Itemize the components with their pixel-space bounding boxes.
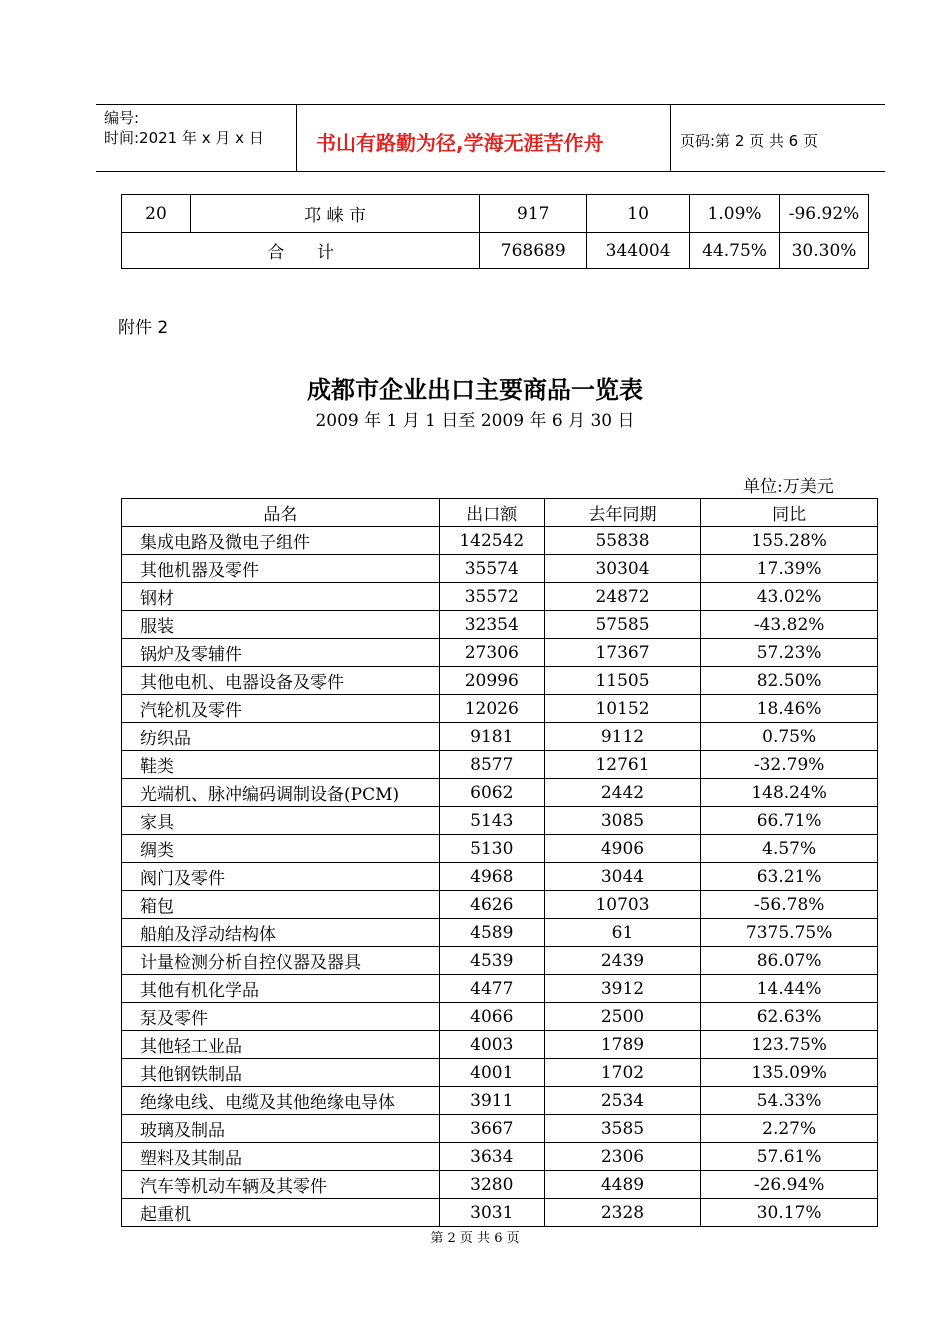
table-row <box>122 583 878 611</box>
value-cell: 57.23% <box>701 639 878 667</box>
value-cell: 12026 <box>439 695 544 723</box>
product-name-cell: 光端机、脉冲编码调制设备(PCM) <box>122 779 440 807</box>
value-cell: 9181 <box>439 723 544 751</box>
column-header: 出口额 <box>439 499 544 527</box>
value-cell: 20996 <box>439 667 544 695</box>
table-row <box>122 835 878 863</box>
value-cell: 4066 <box>439 1003 544 1031</box>
cell-value: -96.92% <box>780 195 869 233</box>
value-cell: 1789 <box>544 1031 701 1059</box>
total-value: 344004 <box>587 233 690 269</box>
value-cell: 123.75% <box>701 1031 878 1059</box>
total-value: 30.30% <box>780 233 869 269</box>
value-cell: 35574 <box>439 555 544 583</box>
column-header: 同比 <box>701 499 878 527</box>
product-name-cell: 船舶及浮动结构体 <box>122 919 440 947</box>
table-row <box>122 555 878 583</box>
value-cell: 3634 <box>439 1143 544 1171</box>
header-page-label: 页码:第 2 页 共 6 页 <box>680 132 818 150</box>
cell-value: 10 <box>587 195 690 233</box>
product-name-cell: 其他电机、电器设备及零件 <box>122 667 440 695</box>
table-row <box>122 1059 878 1087</box>
value-cell: 66.71% <box>701 807 878 835</box>
value-cell: 61 <box>544 919 701 947</box>
value-cell: 4539 <box>439 947 544 975</box>
value-cell: 62.63% <box>701 1003 878 1031</box>
table-row <box>122 667 878 695</box>
table-row <box>122 1143 878 1171</box>
value-cell: 4589 <box>439 919 544 947</box>
value-cell: -32.79% <box>701 751 878 779</box>
top-table <box>121 194 869 269</box>
value-cell: 2306 <box>544 1143 701 1171</box>
value-cell: 24872 <box>544 583 701 611</box>
header-bottom-rule <box>96 171 885 172</box>
product-name-cell: 阀门及零件 <box>122 863 440 891</box>
table-row <box>122 947 878 975</box>
product-name-cell: 其他机器及零件 <box>122 555 440 583</box>
table-row <box>122 611 878 639</box>
value-cell: -26.94% <box>701 1171 878 1199</box>
value-cell: 3667 <box>439 1115 544 1143</box>
product-name-cell: 其他轻工业品 <box>122 1031 440 1059</box>
table-row <box>122 807 878 835</box>
value-cell: 17.39% <box>701 555 878 583</box>
value-cell: 30.17% <box>701 1199 878 1227</box>
total-row <box>122 233 869 269</box>
value-cell: 4906 <box>544 835 701 863</box>
value-cell: 43.02% <box>701 583 878 611</box>
table-row <box>122 195 869 233</box>
table-row <box>122 863 878 891</box>
total-value: 768689 <box>480 233 587 269</box>
value-cell: 35572 <box>439 583 544 611</box>
header-motto: 书山有路勤为径,学海无涯苦作舟 <box>316 131 604 155</box>
value-cell: -43.82% <box>701 611 878 639</box>
column-header: 品名 <box>122 499 440 527</box>
product-name-cell: 服装 <box>122 611 440 639</box>
product-name-cell: 泵及零件 <box>122 1003 440 1031</box>
value-cell: 12761 <box>544 751 701 779</box>
table-row <box>122 1115 878 1143</box>
value-cell: 3911 <box>439 1087 544 1115</box>
value-cell: 3585 <box>544 1115 701 1143</box>
value-cell: 1702 <box>544 1059 701 1087</box>
value-cell: 4626 <box>439 891 544 919</box>
value-cell: 2442 <box>544 779 701 807</box>
column-header: 去年同期 <box>544 499 701 527</box>
region-name: 邛 崃 市 <box>190 195 479 233</box>
value-cell: 27306 <box>439 639 544 667</box>
table-row <box>122 1031 878 1059</box>
value-cell: 54.33% <box>701 1087 878 1115</box>
value-cell: 2534 <box>544 1087 701 1115</box>
value-cell: 0.75% <box>701 723 878 751</box>
value-cell: 10152 <box>544 695 701 723</box>
value-cell: 2.27% <box>701 1115 878 1143</box>
doc-number-label: 编号: <box>104 109 140 127</box>
row-number: 20 <box>122 195 191 233</box>
value-cell: 142542 <box>439 527 544 555</box>
total-value: 44.75% <box>690 233 780 269</box>
value-cell: 5130 <box>439 835 544 863</box>
product-name-cell: 家具 <box>122 807 440 835</box>
table-row <box>122 527 878 555</box>
value-cell: 82.50% <box>701 667 878 695</box>
product-name-cell: 其他钢铁制品 <box>122 1059 440 1087</box>
table-row <box>122 1199 878 1227</box>
total-label: 合 计 <box>122 233 480 269</box>
unit-label: 单位:万美元 <box>743 477 834 497</box>
value-cell: 4477 <box>439 975 544 1003</box>
product-name-cell: 其他有机化学品 <box>122 975 440 1003</box>
value-cell: 9112 <box>544 723 701 751</box>
main-table <box>121 498 878 1227</box>
value-cell: 148.24% <box>701 779 878 807</box>
table-row <box>122 1171 878 1199</box>
table-row <box>122 723 878 751</box>
value-cell: 86.07% <box>701 947 878 975</box>
value-cell: 11505 <box>544 667 701 695</box>
page-subtitle: 2009 年 1 月 1 日至 2009 年 6 月 30 日 <box>315 411 635 431</box>
value-cell: 135.09% <box>701 1059 878 1087</box>
value-cell: 4001 <box>439 1059 544 1087</box>
table-row <box>122 975 878 1003</box>
header-divider-right <box>670 104 671 171</box>
product-name-cell: 集成电路及微电子组件 <box>122 527 440 555</box>
value-cell: 4003 <box>439 1031 544 1059</box>
value-cell: 155.28% <box>701 527 878 555</box>
value-cell: 3085 <box>544 807 701 835</box>
value-cell: 7375.75% <box>701 919 878 947</box>
page-title: 成都市企业出口主要商品一览表 <box>307 375 643 404</box>
value-cell: 10703 <box>544 891 701 919</box>
value-cell: 3912 <box>544 975 701 1003</box>
value-cell: 55838 <box>544 527 701 555</box>
cell-value: 1.09% <box>690 195 780 233</box>
product-name-cell: 玻璃及制品 <box>122 1115 440 1143</box>
product-name-cell: 纺织品 <box>122 723 440 751</box>
page-footer: 第 2 页 共 6 页 <box>430 1231 520 1246</box>
value-cell: 63.21% <box>701 863 878 891</box>
cell-value: 917 <box>480 195 587 233</box>
product-name-cell: 汽车等机动车辆及其零件 <box>122 1171 440 1199</box>
value-cell: 3280 <box>439 1171 544 1199</box>
value-cell: 3031 <box>439 1199 544 1227</box>
value-cell: 17367 <box>544 639 701 667</box>
table-row <box>122 1003 878 1031</box>
value-cell: 4.57% <box>701 835 878 863</box>
table-row <box>122 751 878 779</box>
value-cell: 2500 <box>544 1003 701 1031</box>
table-row <box>122 695 878 723</box>
table-row <box>122 919 878 947</box>
product-name-cell: 汽轮机及零件 <box>122 695 440 723</box>
table-row <box>122 779 878 807</box>
attachment-label: 附件 2 <box>118 318 169 338</box>
product-name-cell: 计量检测分析自控仪器及器具 <box>122 947 440 975</box>
product-name-cell: 鞋类 <box>122 751 440 779</box>
value-cell: 8577 <box>439 751 544 779</box>
value-cell: 57585 <box>544 611 701 639</box>
product-name-cell: 钢材 <box>122 583 440 611</box>
table-header-row <box>122 499 878 527</box>
value-cell: 2439 <box>544 947 701 975</box>
doc-time-label: 时间:2021 年 x 月 x 日 <box>104 129 264 147</box>
value-cell: 2328 <box>544 1199 701 1227</box>
product-name-cell: 锅炉及零辅件 <box>122 639 440 667</box>
product-name-cell: 绸类 <box>122 835 440 863</box>
product-name-cell: 起重机 <box>122 1199 440 1227</box>
table-row <box>122 1087 878 1115</box>
value-cell: 6062 <box>439 779 544 807</box>
product-name-cell: 绝缘电线、电缆及其他绝缘电导体 <box>122 1087 440 1115</box>
header-divider-left <box>296 104 297 171</box>
value-cell: 57.61% <box>701 1143 878 1171</box>
value-cell: 5143 <box>439 807 544 835</box>
value-cell: 14.44% <box>701 975 878 1003</box>
value-cell: -56.78% <box>701 891 878 919</box>
product-name-cell: 塑料及其制品 <box>122 1143 440 1171</box>
table-row <box>122 891 878 919</box>
value-cell: 3044 <box>544 863 701 891</box>
value-cell: 30304 <box>544 555 701 583</box>
value-cell: 4968 <box>439 863 544 891</box>
product-name-cell: 箱包 <box>122 891 440 919</box>
header-top-rule <box>96 104 885 105</box>
value-cell: 32354 <box>439 611 544 639</box>
value-cell: 4489 <box>544 1171 701 1199</box>
value-cell: 18.46% <box>701 695 878 723</box>
table-row <box>122 639 878 667</box>
